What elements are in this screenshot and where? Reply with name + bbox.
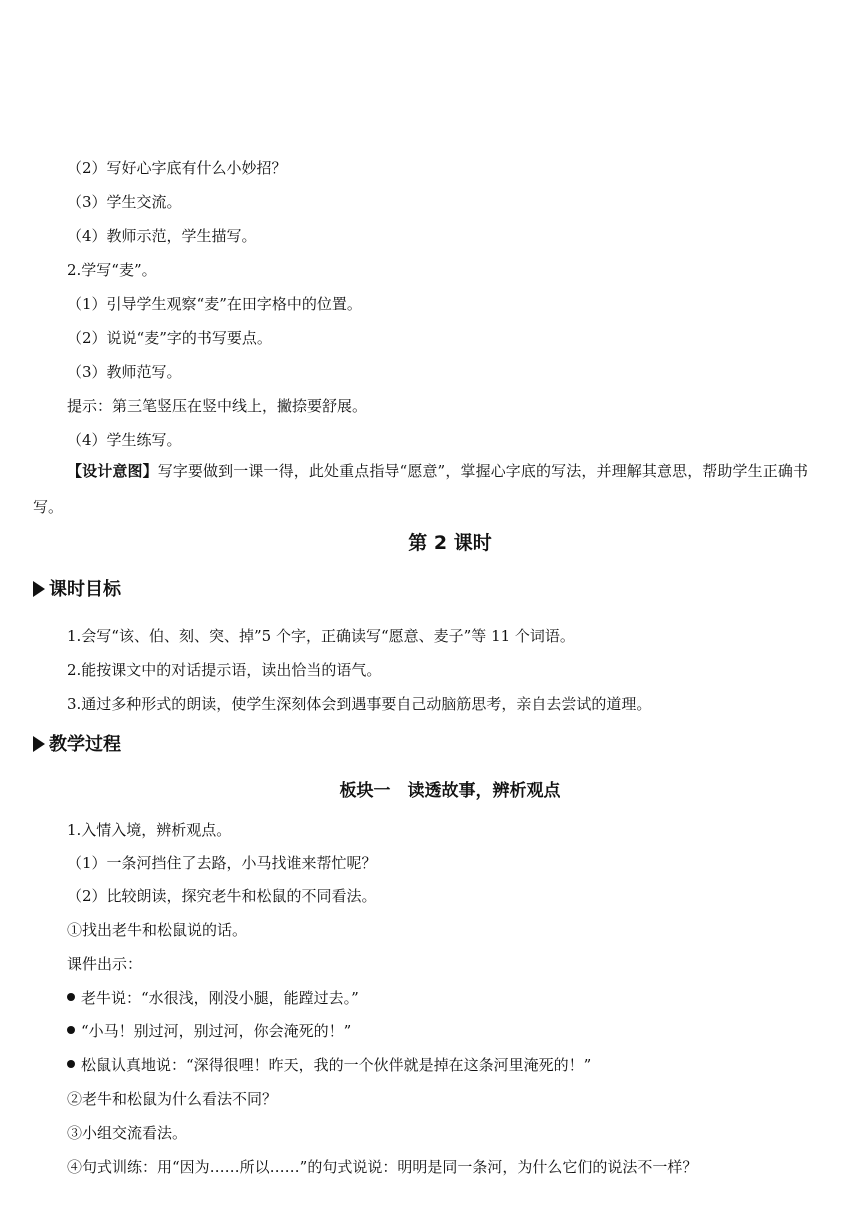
bullet-text: 松鼠认真地说：“深得很哩！昨天，我的一个伙伴就是掉在这条河里淹死的！” — [81, 1056, 592, 1074]
goal-item: 3.通过多种形式的朗读，使学生深刻体会到遇事要自己动脑筋思考，亲自去尝试的道理。 — [67, 695, 652, 713]
design-intent-label: 【设计意图】 — [67, 462, 158, 480]
goals-heading — [33, 578, 121, 602]
bullet-item — [67, 988, 359, 1008]
step-line: （2）比较朗读，探究老牛和松鼠的不同看法。 — [67, 887, 377, 905]
hint-line: 提示：第三笔竖压在竖中线上，撇捺要舒展。 — [67, 397, 368, 415]
triangle-icon — [33, 736, 45, 752]
triangle-icon — [33, 581, 45, 597]
step-line: 2.学写“麦”。 — [67, 261, 157, 279]
bullet-item — [67, 1055, 591, 1075]
design-intent-paragraph — [33, 453, 808, 525]
step-line: 课件出示： — [67, 955, 143, 973]
goals-heading-label: 课时目标 — [49, 579, 121, 600]
goal-item: 2.能按课文中的对话提示语，读出恰当的语气。 — [67, 661, 382, 679]
bullet-text: “小马！别过河，别过河，你会淹死的！” — [81, 1022, 352, 1040]
step-line: （2）写好心字底有什么小妙招？ — [67, 159, 287, 177]
bullet-icon — [67, 1060, 75, 1068]
bullet-icon — [67, 993, 75, 1001]
bullet-text: 老牛说：“水很浅，刚没小腿，能蹚过去。” — [81, 989, 359, 1007]
step-line: ④句式训练：用“因为……所以……”的句式说说：明明是同一条河，为什么它们的说法不一样？ — [67, 1158, 698, 1176]
step-line: ①找出老牛和松鼠说的话。 — [67, 921, 248, 939]
step-line: 1.入情入境，辨析观点。 — [67, 821, 232, 839]
process-heading — [33, 733, 121, 757]
step-line: （4）学生练写。 — [67, 431, 182, 449]
design-intent-text: 写字要做到一课一得，此处重点指导“愿意”，掌握心字底的写法，并理解其意思，帮助学生正确书写。 — [33, 462, 808, 516]
step-line: （1）一条河挡住了去路，小马找谁来帮忙呢？ — [67, 854, 377, 872]
step-line: （2）说说“麦”字的书写要点。 — [67, 329, 272, 347]
process-heading-label: 教学过程 — [49, 734, 121, 755]
step-line: （3）教师范写。 — [67, 363, 182, 381]
step-line: （3）学生交流。 — [67, 193, 182, 211]
step-line: （4）教师示范，学生描写。 — [67, 227, 257, 245]
lesson-title: 第 2 课时 — [408, 532, 492, 554]
step-line: （1）引导学生观察“麦”在田字格中的位置。 — [67, 295, 362, 313]
bullet-item — [67, 1021, 351, 1041]
block-title: 板块一 读透故事，辨析观点 — [339, 781, 561, 801]
goal-item: 1.会写“该、伯、刻、突、掉”5 个字，正确读写“愿意、麦子”等 11 个词语。 — [67, 627, 575, 645]
step-line: ②老牛和松鼠为什么看法不同？ — [67, 1090, 278, 1108]
bullet-icon — [67, 1026, 75, 1034]
step-line: ③小组交流看法。 — [67, 1124, 188, 1142]
